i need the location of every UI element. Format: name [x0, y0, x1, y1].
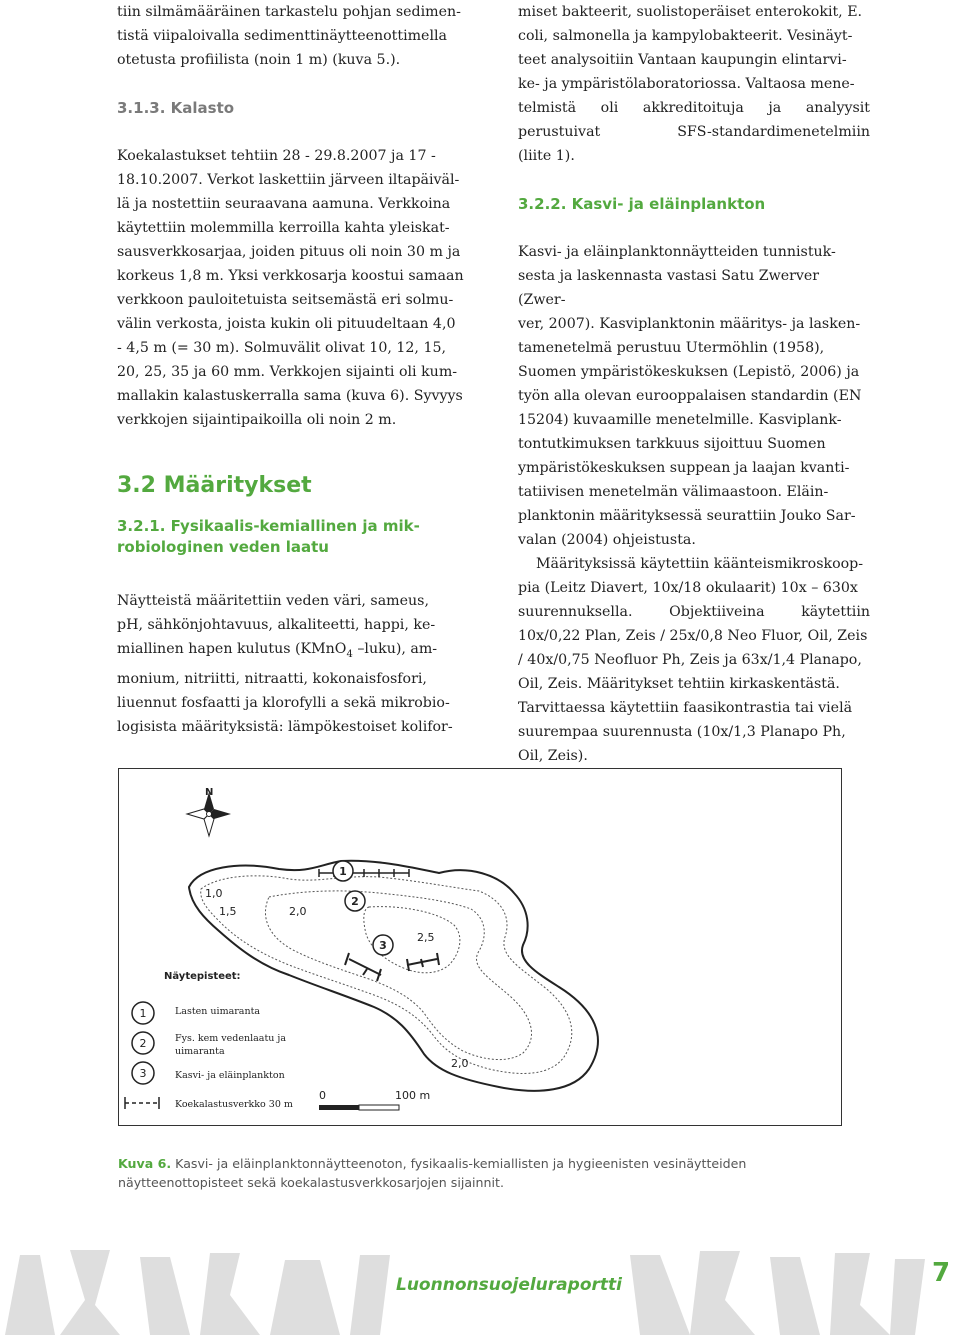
plankton-line: työn alla olevan eurooppalaisen standardin (EN [518, 388, 862, 404]
figure-caption [118, 1154, 858, 1192]
plankton-line: tontutkimuksen tarkkuus sijoittuu Suomen [518, 436, 826, 452]
kalasto-line: - 4,5 m (= 30 m). Solmuvälit olivat 10, 12, 15, [117, 340, 447, 356]
svg-text:3: 3 [379, 939, 387, 952]
fysikaalis-heading-line1: 3.2.1. Fysikaalis-kemiallinen ja mik- [117, 517, 420, 535]
plankton-line: Suomen ympäristökeskuksen (Lepistö, 2006) ja [518, 364, 860, 380]
legend-title: Näytepisteet: [164, 971, 241, 982]
maarityksissa-line: / 40x/0,75 Neofluor Ph, Zeis ja 63x/1,4 Planapo, [518, 652, 862, 668]
maaritykset-heading: 3.2 Määritykset [117, 473, 312, 498]
right-intro-line: perustuivat SFS-standardimenetelmiin [518, 124, 870, 140]
plankton-line: ver, 2007). Kasviplanktonin määritys- ja lasken- [518, 316, 861, 332]
plankton-line: tamenetelmä perustuu Utermöhlin (1958), [518, 340, 825, 356]
maarityksissa-line: pia (Leitz Diavert, 10x/18 okulaarit) 10x – 630x [518, 580, 858, 596]
lake-shoreline [189, 861, 598, 1091]
right-column [518, 0, 870, 768]
kmno-text-after: –luku), am- [352, 641, 438, 657]
svg-text:3: 3 [139, 1067, 147, 1080]
svg-text:1: 1 [139, 1007, 147, 1020]
maarityksissa-line: Tarvittaessa käytettiin faasikontrastia tai vielä [518, 700, 853, 716]
svg-text:uimaranta: uimaranta [175, 1046, 225, 1057]
north-label: N [205, 787, 214, 798]
site-marker-3 [373, 935, 393, 955]
naytteista-line: liuennut fosfaatti ja klorofylli a sekä mikrobio- [117, 694, 450, 711]
fishing-net-icon [345, 953, 381, 981]
right-intro-line: (liite 1). [518, 148, 575, 164]
right-intro-line: telmistä oli akkreditoituja ja analyysit [518, 100, 870, 116]
right-intro-line: miset bakteerit, suolistoperäiset enterokokit, E. [518, 4, 863, 20]
depth-label: 2,0 [289, 905, 307, 918]
svg-text:Lasten uimaranta: Lasten uimaranta [175, 1006, 261, 1017]
footer-title: Luonnonsuojeluraportti [396, 1275, 622, 1295]
lake-map-figure [118, 768, 842, 1126]
maarityksissa-line: Määrityksissä käytettiin käänteismikroskoop- [536, 556, 864, 572]
intro-line: tistä viipaloivalla sedimenttinäytteenottimella [117, 28, 447, 44]
caption-label: Kuva 6. [118, 1156, 172, 1171]
depth-label: 2,5 [417, 931, 435, 944]
plankton-line: sesta ja laskennasta vastasi Satu Zwerver (Zwer- [518, 268, 820, 308]
legend-item-3 [132, 1062, 285, 1084]
kalasto-heading: 3.1.3. Kalasto [117, 99, 235, 117]
maarityksissa-line: 10x/0,22 Plan, Zeis / 25x/0,8 Neo Fluor, Oil, Zeis [518, 628, 868, 644]
svg-text:0: 0 [319, 1089, 326, 1102]
kalasto-line: mallakin kalastuskerralla sama (kuva 6). Syvyys [117, 388, 463, 404]
caption-text: näytteenottopisteet sekä koekalastusverkkosarjojen sijainnit. [118, 1175, 504, 1190]
site-marker-1 [333, 861, 353, 881]
svg-text:2: 2 [351, 895, 359, 908]
lake-map-svg [119, 769, 843, 1127]
svg-text:2: 2 [139, 1037, 147, 1050]
depth-label: 2,0 [451, 1057, 469, 1070]
maarityksissa-line: Oil, Zeis. Määritykset tehtiin kirkaskentästä. [518, 676, 840, 692]
kalasto-line: 20, 25, 35 ja 60 mm. Verkkojen sijainti oli kum- [117, 364, 458, 380]
right-intro-line: teet analysoitiin Vantaan kaupungin elintarvi- [518, 52, 847, 68]
compass-rose-icon [187, 792, 231, 836]
legend-net-icon [125, 1097, 159, 1109]
kmno-text: miallinen hapen kulutus (KMnO [117, 641, 347, 657]
kalasto-line: Koekalastukset tehtiin 28 - 29.8.2007 ja 17 - [117, 148, 436, 164]
kalasto-line: verkkojen sijaintipaikoilla oli noin 2 m. [117, 412, 397, 428]
left-column [117, 0, 469, 739]
plankton-line: Kasvi- ja eläinplanktonnäytteiden tunnistuk- [518, 244, 836, 260]
plankton-line: 15204) kuvaamille menetelmille. Kasviplank- [518, 412, 842, 428]
intro-line: tiin silmämääräinen tarkastelu pohjan sedimen- [117, 4, 461, 20]
naytteista-line: monium, nitriitti, nitraatti, kokonaisfosfori, [117, 670, 427, 687]
scale-bar [319, 1089, 430, 1110]
right-intro-line: ke- ja ympäristölaboratoriossa. Valtaosa mene- [518, 76, 855, 92]
svg-text:Fys. kem vedenlaatu ja: Fys. kem vedenlaatu ja [175, 1033, 287, 1044]
kalasto-line: verkkoon pauloitetuista seitsemästä eri solmu- [117, 292, 454, 308]
caption-text: Kasvi- ja eläinplanktonnäytteenoton, fysikaalis-kemiallisten ja hygieenisten vesinäytteiden [171, 1156, 747, 1171]
page-number: 7 [932, 1258, 951, 1288]
depth-label: 1,5 [219, 905, 237, 918]
svg-text:1: 1 [339, 865, 347, 878]
kalasto-line: korkeus 1,8 m. Yksi verkkosarja koostui samaan [117, 268, 464, 284]
kalasto-line: välin verkosta, joista kukin oli pituudeltaan 4,0 [117, 316, 456, 332]
naytteista-line: Näytteistä määritettiin veden väri, sameus, [117, 593, 429, 609]
intro-line: otetusta profiilista (noin 1 m) (kuva 5.). [117, 52, 401, 68]
naytteista-line: pH, sähkönjohtavuus, alkaliteetti, happi, ke- [117, 617, 436, 633]
svg-text:Kasvi- ja eläinplankton: Kasvi- ja eläinplankton [175, 1070, 285, 1081]
kalasto-line: lä ja nostettiin seuraavana aamuna. Verkkoina [117, 196, 451, 212]
maarityksissa-line: Oil, Zeis). [518, 748, 588, 764]
kalasto-line: 18.10.2007. Verkot laskettiin järveen iltapäiväl- [117, 172, 460, 188]
right-intro-line: coli, salmonella ja kampylobakteerit. Vesinäyt- [518, 28, 853, 44]
plankton-line: ympäristökeskuksen suppean ja laajan kvanti- [518, 460, 850, 476]
legend-item-1 [132, 1002, 260, 1024]
svg-text:100 m: 100 m [395, 1089, 431, 1102]
legend-item-2 [132, 1032, 286, 1057]
fysikaalis-heading [117, 516, 469, 558]
naytteista-line [117, 637, 469, 667]
net-legend-label: Koekalastusverkko 30 m [175, 1099, 293, 1110]
naytteista-line: logisista määrityksistä: lämpökestoiset kolifor- [117, 718, 453, 735]
fishing-net-icon [407, 953, 439, 971]
maarityksissa-line: suurennuksella. Objektiiveina käytettiin [518, 604, 870, 620]
kalasto-line: sausverkkosarjaa, joiden pituus oli noin 30 m ja [117, 244, 461, 260]
plankton-line: planktonin määrityksessä seurattiin Jouko Sar- [518, 508, 856, 524]
plankton-line: valan (2004) ohjeistusta. [518, 532, 696, 548]
fysikaalis-heading-line2: robiologinen veden laatu [117, 538, 329, 556]
depth-label: 1,0 [205, 887, 223, 900]
kmno-subscript: 4 [346, 648, 353, 660]
plankton-heading: 3.2.2. Kasvi- ja eläinplankton [518, 195, 766, 213]
kalasto-line: käytettiin molemmilla kerroilla kahta yleiskat- [117, 220, 450, 236]
maarityksissa-line: suurempaa suurennusta (10x/1,3 Planapo Ph, [518, 724, 846, 740]
plankton-line: tatiivisen menetelmän välimaastoon. Eläin- [518, 484, 829, 500]
site-marker-2 [345, 891, 365, 911]
